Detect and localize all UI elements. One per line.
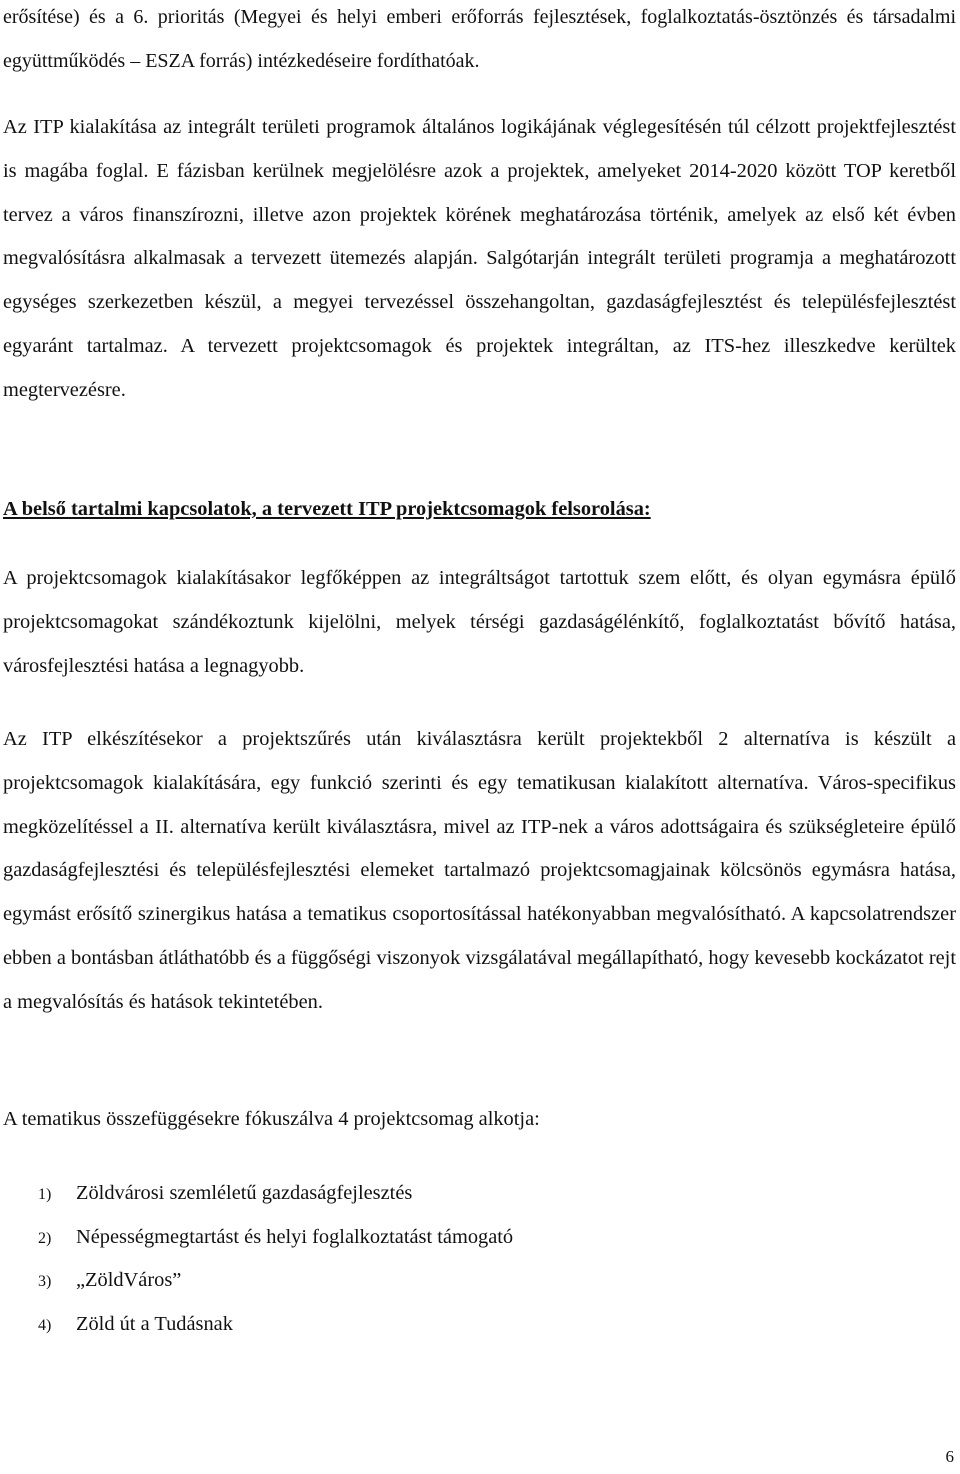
list-marker: 3) — [38, 1273, 52, 1291]
list-marker: 4) — [38, 1316, 52, 1334]
paragraph-alternatives: Az ITP elkészítésekor a projektszűrés után kiválasztásra került projektekből 2 alternatíva is készült a projektcsomagok kialakítására, egy funkció szerinti és egy tematikusan kialakított alternatíva. Város-specifikus megközelítéssel a II. alternatíva került kiválasztásra, mivel az ITP-nek a város adottságaira és szükségleteire épülő gazdaságfejlesztési és településfejlesztési elemeket tartalmazó projektcsomagjainak kölcsönös egymásra hatása, egymást erősítő szinergikus hatása a tematikus csoportosítással hatékonyabban megvalósítható. A kapcsolatrendszer ebben a bontásban átláthatóbb és a függőségi viszonyok vizsgálatával megállapítható, hogy kevesebb kockázatot rejt a megvalósítás és hatások tekintetében. — [3, 728, 956, 1013]
list-marker: 1) — [38, 1186, 52, 1203]
list-marker: 2) — [38, 1229, 52, 1247]
page-number: 6 — [945, 1447, 954, 1466]
list-item-label: Zöld út a Tudásnak — [76, 1312, 233, 1335]
paragraph-intro-continued: erősítése) és a 6. prioritás (Megyei és helyi emberi erőforrás fejlesztések, foglalkoztatás-ösztönzés és társadalmi együttműködés – ESZA forrás) intézkedéseire fordíthatóak. — [3, 6, 956, 72]
section-heading: A belső tartalmi kapcsolatok, a tervezett ITP projektcsomagok felsorolása: — [3, 498, 651, 520]
list-item — [38, 1216, 513, 1260]
list-item-label: Zöldvárosi szemléletű gazdaságfejlesztés — [76, 1182, 413, 1204]
paragraph-thematic-intro: A tematikus összefüggésekre fókuszálva 4 projektcsomag alkotja: — [3, 1108, 540, 1130]
list-item-label: Népességmegtartást és helyi foglalkoztatást támogató — [76, 1225, 514, 1248]
project-package-list — [38, 1172, 513, 1346]
list-item-label: „ZöldVáros” — [76, 1269, 182, 1292]
list-item — [38, 1172, 513, 1216]
paragraph-itp-formation: Az ITP kialakítása az integrált területi programok általános logikájának véglegesítésén túl célzott projektfejlesztést is magába foglal. E fázisban kerülnek megjelölésre azok a projektek, amelyeket 2014-2020 között TOP keretből tervez a város finanszírozni, illetve azon projektek körének meghatározása történik, amelyek az első két évben megvalósításra alkalmasak a tervezett ütemezés alapján. Salgótarján integrált területi programja a meghatározott egységes szerkezetben készül, a megyei tervezéssel összehangoltan, gazdaságfejlesztést és településfejlesztést egyaránt tartalmaz. A tervezett projektcsomagok és projektek integráltan, az ITS-hez illeszkedve kerültek megtervezésre. — [3, 116, 956, 401]
list-item — [38, 1303, 513, 1347]
list-item — [38, 1259, 513, 1303]
paragraph-package-principles: A projektcsomagok kialakításakor legfőképpen az integráltságot tartottuk szem előtt, és olyan egymásra épülő projektcsomagokat szándékoztunk kijelölni, melyek térségi gazdaságélénkítő, foglalkoztatást bővítő hatása, városfejlesztési hatása a legnagyobb. — [3, 567, 956, 677]
